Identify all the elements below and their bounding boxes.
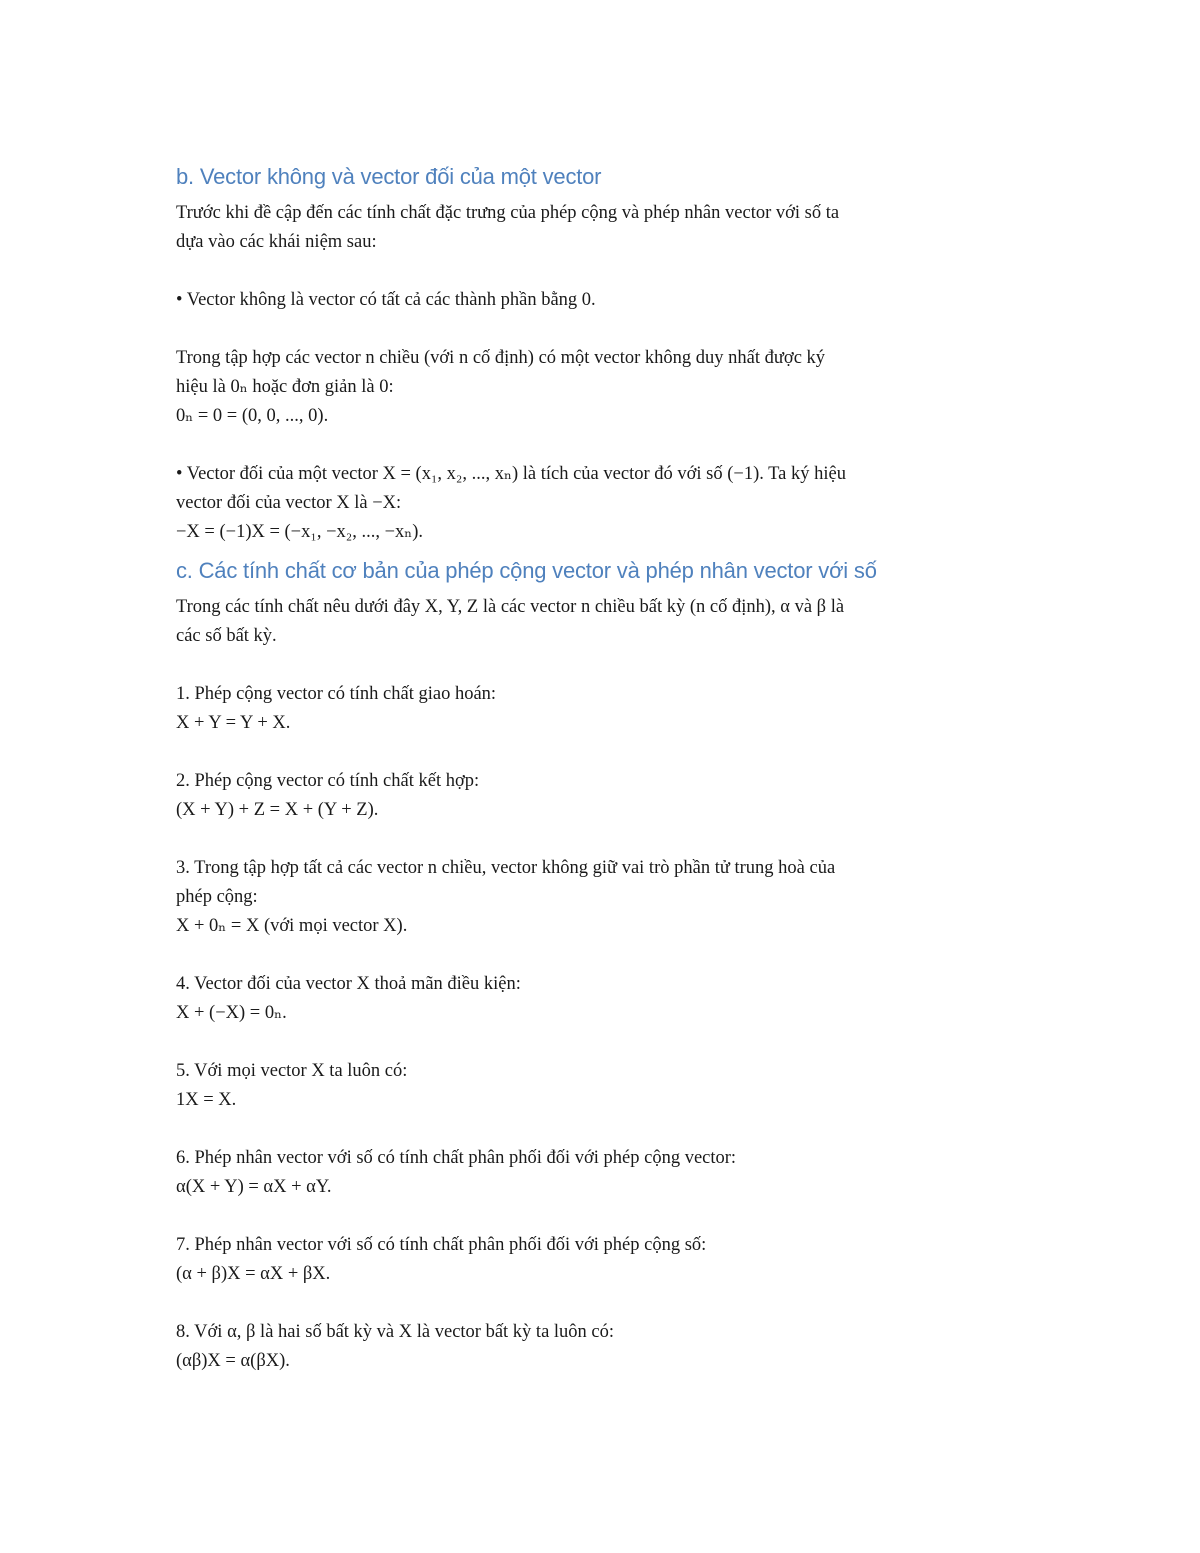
- section-b-heading: b. Vector không và vector đối của một vector: [176, 164, 602, 189]
- property-2-text: 2. Phép cộng vector có tính chất kết hợp:: [176, 771, 480, 791]
- property-8-formula: (αβ)X = α(βX).: [176, 1351, 290, 1371]
- section-b-intro-line2: dựa vào các khái niệm sau:: [176, 232, 377, 252]
- zero-vector-bullet: • Vector không là vector có tất cả các thành phần bằng 0.: [176, 290, 596, 310]
- property-8-text: 8. Với α, β là hai số bất kỳ và X là vector bất kỳ ta luôn có:: [176, 1322, 615, 1342]
- zero-vector-desc-line2: hiệu là 0ₙ hoặc đơn giản là 0:: [176, 377, 394, 397]
- property-5-formula: 1X = X.: [176, 1090, 237, 1110]
- property-4-formula: X + (−X) = 0ₙ.: [176, 1003, 287, 1023]
- section-b-intro-line1: Trước khi đề cập đến các tính chất đặc trưng của phép cộng và phép nhân vector với số ta: [176, 203, 840, 223]
- zero-vector-desc-line1: Trong tập hợp các vector n chiều (với n cố định) có một vector không duy nhất được ký: [176, 348, 826, 368]
- opposite-vector-formula: −X = (−1)X = (−x₁, −x₂, ..., −xₙ).: [176, 522, 424, 542]
- property-1-formula: X + Y = Y + X.: [176, 713, 291, 733]
- section-c-heading: c. Các tính chất cơ bản của phép cộng vector và phép nhân vector với số: [176, 558, 877, 583]
- section-c-intro-line1: Trong các tính chất nêu dưới đây X, Y, Z là các vector n chiều bất kỳ (n cố định), α và β là: [176, 597, 845, 617]
- document-page: [176, 163, 1036, 1376]
- property-4-text: 4. Vector đối của vector X thoả mãn điều kiện:: [176, 974, 521, 994]
- opposite-vector-bullet-line1: • Vector đối của một vector X = (x₁, x₂, ..., xₙ) là tích của vector đó với số (−1). Ta ký hiệu: [176, 464, 846, 484]
- property-3-text-line1: 3. Trong tập hợp tất cả các vector n chiều, vector không giữ vai trò phần tử trung hoà của: [176, 858, 836, 878]
- property-3-text-line2: phép cộng:: [176, 887, 258, 907]
- property-7-formula: (α + β)X = αX + βX.: [176, 1264, 331, 1284]
- property-7-text: 7. Phép nhân vector với số có tính chất phân phối đối với phép cộng số:: [176, 1235, 707, 1255]
- property-6-formula: α(X + Y) = αX + αY.: [176, 1177, 332, 1197]
- section-c-intro-line2: các số bất kỳ.: [176, 626, 277, 646]
- property-6-text: 6. Phép nhân vector với số có tính chất phân phối đối với phép cộng vector:: [176, 1148, 737, 1168]
- property-3-formula: X + 0ₙ = X (với mọi vector X).: [176, 916, 408, 936]
- property-2-formula: (X + Y) + Z = X + (Y + Z).: [176, 800, 379, 820]
- opposite-vector-bullet-line2: vector đối của vector X là −X:: [176, 493, 402, 513]
- zero-vector-formula: 0ₙ = 0 = (0, 0, ..., 0).: [176, 406, 329, 426]
- property-1-text: 1. Phép cộng vector có tính chất giao hoán:: [176, 684, 497, 704]
- property-5-text: 5. Với mọi vector X ta luôn có:: [176, 1061, 408, 1081]
